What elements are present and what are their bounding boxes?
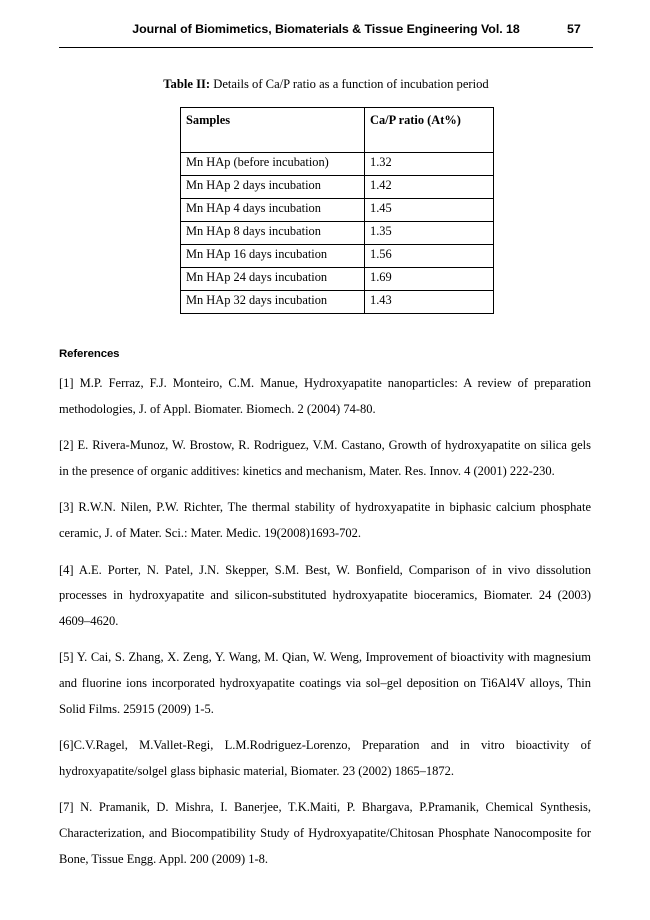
column-header-samples: Samples: [181, 108, 365, 153]
reference-item: [4] A.E. Porter, N. Patel, J.N. Skepper, S.M. Best, W. Bonfield, Comparison of in vivo dissolution processes in hydroxyapatite and silicon-substituted hydroxyapatite bioceramics, Biomater. 24 (2003) 4609–4620.: [59, 562, 591, 628]
cell-ratio: 1.45: [365, 199, 494, 222]
reference-item: [7] N. Pramanik, D. Mishra, I. Banerjee, T.K.Maiti, P. Bhargava, P.Pramanik, Chemical Synthesis, Characterization, and Biocompatibility Study of Hydroxyapatite/Chitosan Phosphate Nanocomposite for Bone, Tissue Engg. Appl. 200 (2009) 1-8.: [59, 800, 591, 866]
cell-ratio: 1.56: [365, 245, 494, 268]
table-row: [181, 245, 494, 268]
cell-sample: Mn HAp 8 days incubation: [181, 222, 365, 245]
reference-item: [2] E. Rivera-Munoz, W. Brostow, R. Rodriguez, V.M. Castano, Growth of hydroxyapatite on silica gels in the presence of organic additives: kinetics and mechanism, Mater. Res. Innov. 4 (2001) 222-230.: [59, 438, 591, 478]
table-row: [181, 291, 494, 314]
table-caption: [59, 76, 593, 92]
reference-item: [5] Y. Cai, S. Zhang, X. Zeng, Y. Wang, M. Qian, W. Weng, Improvement of bioactivity with magnesium and fluorine ions incorporated hydroxyapatite coatings via sol–gel deposition on Ti6Al4V alloys, Thin Solid Films. 25915 (2009) 1-5.: [59, 650, 591, 716]
reference-item: [3] R.W.N. Nilen, P.W. Richter, The thermal stability of hydroxyapatite in biphasic calcium phosphate ceramic, J. of Mater. Sci.: Mater. Medic. 19(2008)1693-702.: [59, 500, 591, 540]
references-heading: References: [59, 348, 120, 360]
cell-sample: Mn HAp 2 days incubation: [181, 176, 365, 199]
table-caption-label: Table II:: [163, 77, 211, 91]
table-row: [181, 222, 494, 245]
column-header-ratio: Ca/P ratio (At%): [365, 108, 494, 153]
reference-item: [6]C.V.Ragel, M.Vallet-Regi, L.M.Rodriguez-Lorenzo, Preparation and in vitro bioactivity of hydroxyapatite/solgel glass biphasic material, Biomater. 23 (2002) 1865–1872.: [59, 738, 591, 778]
table-header-row: [181, 108, 494, 153]
table-caption-text: Details of Ca/P ratio as a function of incubation period: [210, 77, 489, 91]
cell-ratio: 1.32: [365, 153, 494, 176]
running-head: [59, 18, 593, 40]
table-body: [181, 153, 494, 314]
header-divider: [59, 47, 593, 48]
cell-sample: Mn HAp 16 days incubation: [181, 245, 365, 268]
cell-sample: Mn HAp 24 days incubation: [181, 268, 365, 291]
references-list: [59, 371, 591, 872]
journal-title: Journal of Biomimetics, Biomaterials & Tissue Engineering Vol. 18: [132, 22, 520, 36]
reference-item: [1] M.P. Ferraz, F.J. Monteiro, C.M. Manue, Hydroxyapatite nanoparticles: A review of preparation methodologies, J. of Appl. Biomater. Biomech. 2 (2004) 74-80.: [59, 376, 591, 416]
cell-ratio: 1.35: [365, 222, 494, 245]
table-row: [181, 176, 494, 199]
cell-sample: Mn HAp 32 days incubation: [181, 291, 365, 314]
cell-ratio: 1.69: [365, 268, 494, 291]
table-row: [181, 153, 494, 176]
cell-ratio: 1.43: [365, 291, 494, 314]
ca-p-ratio-table: [180, 107, 494, 314]
cell-sample: Mn HAp (before incubation): [181, 153, 365, 176]
cell-ratio: 1.42: [365, 176, 494, 199]
table-row: [181, 268, 494, 291]
table-row: [181, 199, 494, 222]
page-number: 57: [567, 22, 581, 36]
cell-sample: Mn HAp 4 days incubation: [181, 199, 365, 222]
